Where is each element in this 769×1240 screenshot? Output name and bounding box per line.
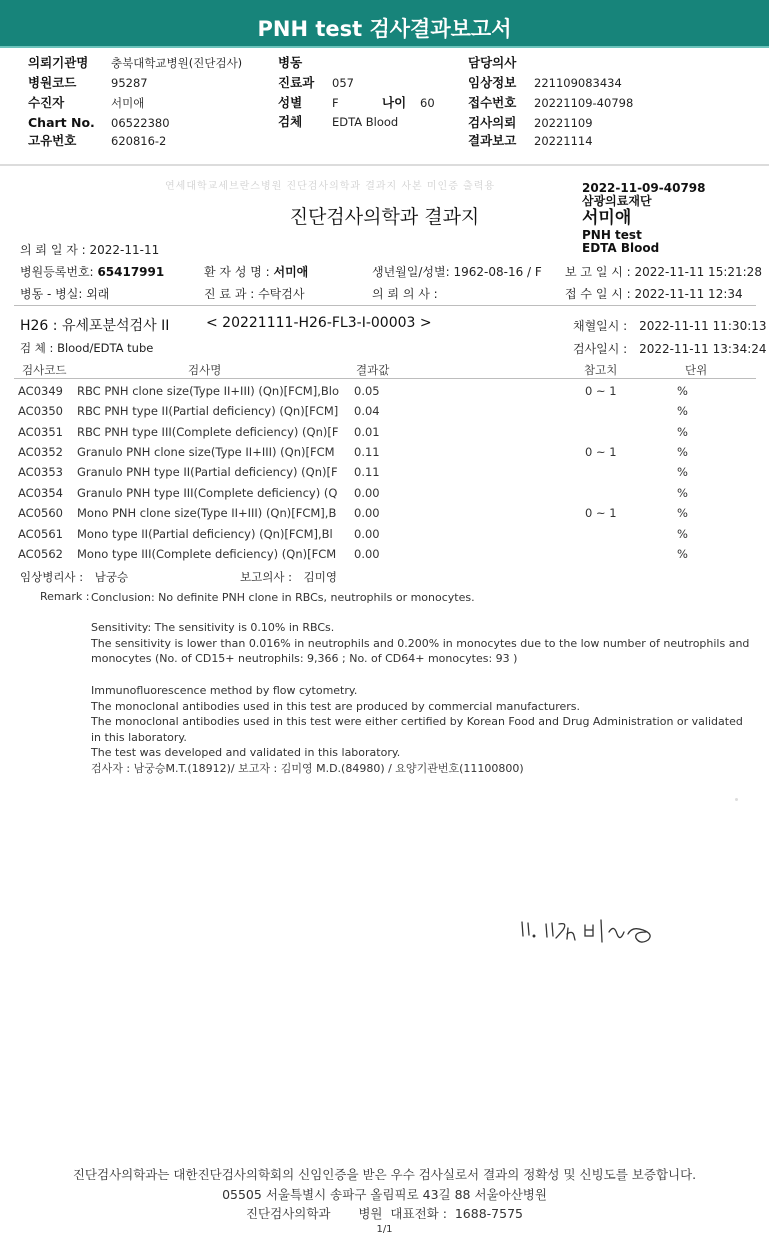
faint-background-text: 연세대학교세브란스병원 진단검사의학과 결과지 사본 미인증 출력용 [165,181,496,192]
institution-value: 충북대학교병원(진단검사) [111,56,243,70]
specimen-label: 검체 [278,114,303,129]
accession-number: < 20221111-H26-FL3-I-00003 > [206,315,432,331]
pathologist-value: 남궁승 [94,570,129,584]
table-row [0,547,769,567]
table-row [0,506,769,526]
age-label: 나이 [382,95,407,110]
reg-no-label: 병원등록번호: [20,265,94,279]
receipt-date-label: 접 수 일 시 : [565,287,631,301]
ward-room-value: 외래 [86,287,110,301]
test-date-value: 2022-11-11 13:34:24 [639,342,767,356]
sex-value: F [332,96,339,110]
table-row [0,527,769,547]
pathologist-label: 임상병리사 : [20,570,84,584]
reg-no-value: 65417991 [97,265,165,279]
row-test-name: RBC PNH clone size(Type II+III) (Qn)[FCM],Blo [77,384,339,398]
row-test-name: Mono type II(Partial deficiency) (Qn)[FCM],Bl [77,527,333,541]
receipt-value: 20221109-40798 [534,96,634,110]
table-row [0,384,769,404]
header-separator [0,164,769,166]
row-test-name: Mono type III(Complete deficiency) (Qn)[FCM [77,547,337,561]
row-unit: % [677,486,688,500]
row-code: AC0350 [18,404,63,418]
row-test-name: Granulo PNH type III(Complete deficiency) (Q [77,486,338,500]
col-header-code: 검사코드 [22,363,67,377]
method-line-3: The monoclonal antibodies used in this test were either certified by Korean Food and Drug Administration or validated in this laboratory. [91,715,743,744]
row-code: AC0354 [18,486,63,500]
row-value: 0.05 [354,384,380,398]
age-value: 60 [420,96,435,110]
sensitivity-wbc: The sensitivity is lower than 0.016% in neutrophils and 0.200% in monocytes due to the low number of neutrophils and monocytes (No. of CD15+ neutrophils: 9,366 ; No. of CD64+ monocytes: 93 ) [91,636,750,665]
remark-conclusion: Conclusion: No definite PNH clone in RBCs, neutrophils or monocytes. [91,591,475,604]
method-line-2: The monoclonal antibodies used in this test are produced by commercial manufacturers. [91,699,581,713]
patient-name-label: 환 자 성 명 : [204,265,270,279]
row-code: AC0349 [18,384,63,398]
row-value: 0.00 [354,547,380,561]
row-code: AC0560 [18,506,63,520]
receipt-date-value: 2022-11-11 12:34 [634,287,743,301]
clinical-value: 221109083434 [534,76,622,90]
specimen-value: EDTA Blood [332,115,399,129]
birth-value: 1962-08-16 / F [453,265,542,279]
table-header-divider [14,378,756,379]
col-header-ref: 참고치 [584,363,618,377]
table-row [0,445,769,465]
page-number: 1/1 [376,1224,393,1235]
clinical-label: 임상정보 [468,75,517,90]
receipt-label: 접수번호 [468,95,517,110]
row-code: AC0562 [18,547,63,561]
stamp-lab: 삼광의료재단 [582,194,652,208]
row-unit: % [677,404,688,418]
dept-label: 진료과 [278,75,315,90]
method-line-1: Immunofluorescence method by flow cytometry. [91,684,358,697]
row-unit: % [677,384,688,398]
stamp-specimen: EDTA Blood [582,241,660,255]
patient-label: 수진자 [28,95,65,110]
stamp-test: PNH test [582,228,642,242]
sheet-specimen-label: 검 체 : [20,341,54,355]
request-date-label: 의 뢰 일 자 : [20,243,86,257]
row-test-name: Granulo PNH clone size(Type II+III) (Qn)[FCM [77,445,335,459]
row-code: AC0353 [18,465,63,479]
table-row [0,425,769,445]
row-value: 0.00 [354,527,380,541]
sensitivity-rbc: Sensitivity: The sensitivity is 0.10% in RBCs. [91,621,335,634]
doctor-label: 담당의사 [468,55,517,70]
remark-sensitivity [91,620,751,667]
sheet-specimen-value: Blood/EDTA tube [57,341,154,355]
footer-address: 05505 서울특별시 송파구 올림픽로 43길 88 서울아산병원 [222,1187,547,1202]
report-doctor-label: 보고의사 : [240,570,292,584]
row-code: AC0352 [18,445,63,459]
row-test-name: Granulo PNH type II(Partial deficiency) (Qn)[F [77,465,338,479]
chart-label: Chart No. [28,115,95,130]
report-date-value: 2022-11-11 15:21:28 [634,265,762,279]
stamp-patient: 서미애 [582,208,632,228]
ward-room-label: 병동 - 병실: [20,287,83,301]
remark-method [91,683,751,776]
footer-contact: 진단검사의학과 병원 대표전화 : 1688-7575 [245,1206,523,1221]
table-row [0,465,769,485]
chart-value: 06522380 [111,116,170,130]
info-divider [14,305,756,306]
hospital-code-label: 병원코드 [28,75,77,90]
test-code: H26 : 유세포분석검사 II [20,318,170,334]
row-code: AC0351 [18,425,63,439]
speck [735,798,738,801]
institution-label: 의뢰기관명 [28,55,89,70]
row-value: 0.01 [354,425,380,439]
row-reference: 0 ~ 1 [585,445,617,459]
row-value: 0.04 [354,404,380,418]
sheet-dept-label: 진 료 과 : [204,287,255,301]
row-reference: 0 ~ 1 [585,506,617,520]
patient-name-value: 서미애 [273,265,309,279]
collect-date-label: 채혈일시 : [573,319,628,333]
request-label: 검사의뢰 [468,115,517,130]
collect-date-value: 2022-11-11 11:30:13 [639,319,767,333]
row-reference: 0 ~ 1 [585,384,617,398]
col-header-value: 결과값 [356,363,390,377]
row-test-name: RBC PNH type III(Complete deficiency) (Qn)[F [77,425,339,439]
row-unit: % [677,445,688,459]
table-row [0,486,769,506]
report-doctor-value: 김미영 [303,570,337,584]
col-header-unit: 단위 [685,363,708,377]
remark-label: Remark : [40,590,90,603]
handwritten-signature [518,912,688,952]
row-unit: % [677,506,688,520]
sheet-doctor-label: 의 뢰 의 사 : [372,287,438,301]
row-code: AC0561 [18,527,63,541]
row-unit: % [677,527,688,541]
result-sheet-title: 진단검사의학과 결과지 [289,206,480,228]
row-value: 0.11 [354,445,380,459]
hospital-code-value: 95287 [111,76,148,90]
unique-no-label: 고유번호 [28,133,77,148]
report-date-label: 보 고 일 시 : [565,265,631,279]
test-date-label: 검사일시 : [573,342,628,356]
dept-value: 057 [332,76,354,90]
row-value: 0.00 [354,506,380,520]
row-unit: % [677,465,688,479]
row-test-name: RBC PNH type II(Partial deficiency) (Qn)[FCM] [77,404,339,418]
row-value: 0.11 [354,465,380,479]
col-header-name: 검사명 [188,363,222,377]
result-value: 20221114 [534,134,593,148]
report-title: PNH test 검사결과보고서 [0,0,769,46]
method-line-4: The test was developed and validated in this laboratory. [91,746,401,759]
unique-no-value: 620816-2 [111,134,167,148]
birth-label: 생년월일/성별: [372,265,450,279]
table-row [0,404,769,424]
ward-label: 병동 [278,55,303,70]
patient-value: 서미애 [111,96,145,110]
sheet-dept-value: 수탁검사 [258,287,305,301]
request-date-value: 2022-11-11 [89,243,160,257]
row-unit: % [677,425,688,439]
row-test-name: Mono PNH clone size(Type II+III) (Qn)[FCM],B [77,506,337,520]
row-value: 0.00 [354,486,380,500]
row-unit: % [677,547,688,561]
sex-label: 성별 [278,95,303,110]
footer-certification: 진단검사의학과는 대한진단검사의학회의 신임인증을 받은 우수 검사실로서 결과의 정확성 및 신빙도를 보증합니다. [72,1167,697,1182]
result-label: 결과보고 [468,133,517,148]
stamp-receipt: 2022-11-09-40798 [582,181,706,195]
request-value: 20221109 [534,116,593,130]
signed-by: 검사자 : 남궁승M.T.(18912)/ 보고자 : 김미영 M.D.(84980) / 요양기관번호(11100800) [91,761,524,775]
title-underline [0,46,769,48]
